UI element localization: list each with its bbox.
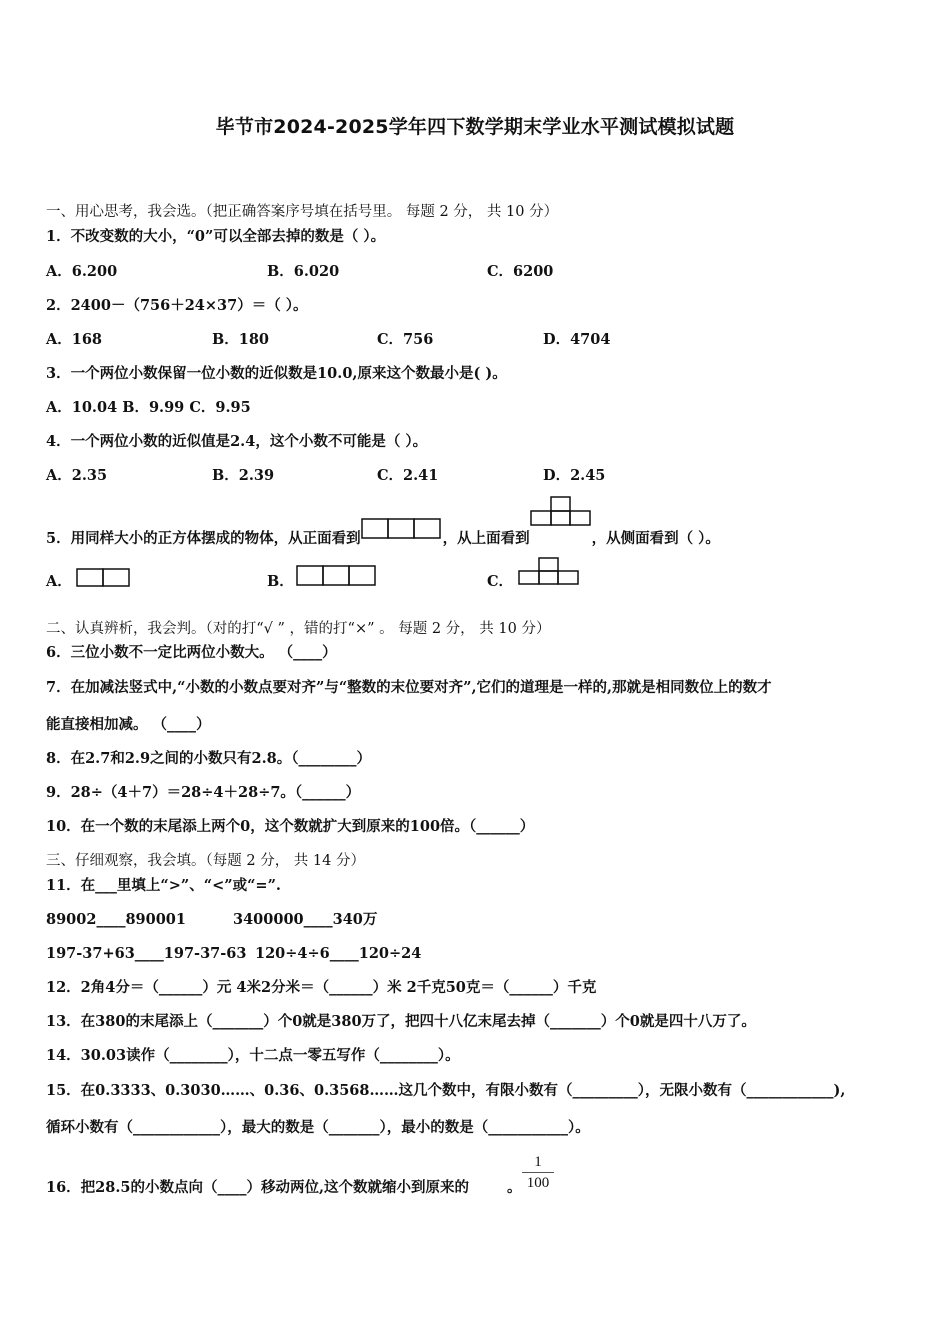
question-16 <box>46 1179 522 1197</box>
question-13: 13．在380的末尾添上（_______）个0就是380万了，把四十八亿末尾去掉（_______）个0就是四十八万了。 <box>46 1013 756 1030</box>
q5-option-a-figure <box>76 568 132 588</box>
q5-text-top: ，从上面看到 <box>442 530 530 547</box>
q5-option-c: C． <box>487 573 514 590</box>
section-3-header: 三、仔细观察，我会填。（每题 2 分， 共 14 分） <box>46 853 365 869</box>
q11-row2-item2: 120÷4÷6____120÷24 <box>255 945 422 962</box>
q1-option-a: A．6.200 <box>46 263 118 280</box>
q2-option-c: C．756 <box>377 331 434 348</box>
q16-text: 16．把28.5的小数点向（____）移动两位,这个数就缩小到原来的 <box>46 1179 470 1196</box>
question-11: 11．在___里填上“>”、“<”或“=”. <box>46 877 281 894</box>
fraction-denominator: 100 <box>526 1175 550 1191</box>
q4-option-c: C．2.41 <box>377 467 439 484</box>
q5-option-b: B． <box>267 573 294 590</box>
q2-option-d: D．4704 <box>543 331 611 348</box>
q4-option-b: B．2.39 <box>212 467 275 484</box>
q3-options: A．10.04 B．9.99 C．9.95 <box>46 399 251 416</box>
q11-row2-item1: 197-37+63____197-37-63 <box>46 945 247 962</box>
question-4: 4．一个两位小数的近似值是2.4，这个小数不可能是（ ）。 <box>46 433 428 450</box>
question-10: 10．在一个数的末尾添上两个0，这个数就扩大到原来的100倍。（______） <box>46 818 535 835</box>
question-7-line-2: 能直接相加减。 （____） <box>46 716 211 733</box>
q1-option-b: B．6.020 <box>267 263 340 280</box>
q4-option-d: D．2.45 <box>543 467 606 484</box>
q5-text-side: ，从侧面看到（ ）。 <box>591 530 720 547</box>
section-1-header: 一、用心思考，我会选。（把正确答案序号填在括号里。 每题 2 分， 共 10 分） <box>46 204 559 220</box>
page-title: 毕节市2024-2025学年四下数学期末学业水平测试模拟试题 <box>215 116 735 138</box>
q1-option-c: C．6200 <box>487 263 554 280</box>
q5-option-a: A． <box>46 573 72 590</box>
q5-option-b-figure <box>296 565 378 587</box>
q4-option-a: A．2.35 <box>46 467 108 484</box>
top-view-figure <box>530 514 592 532</box>
section-2-header: 二、认真辨析，我会判。（对的打“√ ” ，错的打“×” 。 每题 2 分， 共 10 分） <box>46 621 551 637</box>
q11-row1-item1: 89002____890001 <box>46 911 186 928</box>
fraction-bar <box>522 1172 554 1173</box>
question-6: 6．三位小数不一定比两位小数大。 （____） <box>46 644 337 661</box>
question-14: 14．30.03读作（________），十二点一零五写作（________）。 <box>46 1047 460 1064</box>
question-1: 1．不改变数的大小，“0”可以全部去掉的数是（ ）。 <box>46 228 386 245</box>
question-8: 8．在2.7和2.9之间的小数只有2.8。（________） <box>46 750 372 767</box>
q5-option-c-figure <box>518 557 580 587</box>
fraction-numerator: 1 <box>534 1154 542 1170</box>
question-9: 9．28÷（4＋7）＝28÷4＋28÷7。（______） <box>46 784 361 801</box>
question-15-line-1: 15．在0.3333、0.3030……、0.36、0.3568……这几个数中，有限小数有（_________），无限小数有（____________), <box>46 1082 846 1099</box>
question-12: 12．2角4分＝（______）元 4米2分米＝（______）米 2千克50克＝（______）千克 <box>46 979 597 996</box>
question-3: 3．一个两位小数保留一位小数的近似数是10.0,原来这个数最小是( )。 <box>46 365 507 382</box>
q5-text-front: 5．用同样大小的正方体摆成的物体，从正面看到 <box>46 530 361 547</box>
q2-option-b: B．180 <box>212 331 270 348</box>
q16-end: 。 <box>507 1179 522 1196</box>
q11-row1-item2: 3400000____340万 <box>233 911 378 928</box>
question-7-line-1: 7．在加减法竖式中,“小数的小数点要对齐”与“整数的末位要对齐”,它们的道理是一样的,那就是相同数位上的数才 <box>46 679 772 696</box>
q2-option-a: A．168 <box>46 331 103 348</box>
question-15-line-2: 循环小数有（____________），最大的数是（_______），最小的数是（___________）。 <box>46 1119 590 1136</box>
question-5 <box>46 514 720 548</box>
front-view-figure <box>361 524 443 542</box>
fraction-one-hundredth <box>522 1153 554 1192</box>
question-2: 2．2400－（756＋24×37）＝（ ）。 <box>46 297 308 314</box>
